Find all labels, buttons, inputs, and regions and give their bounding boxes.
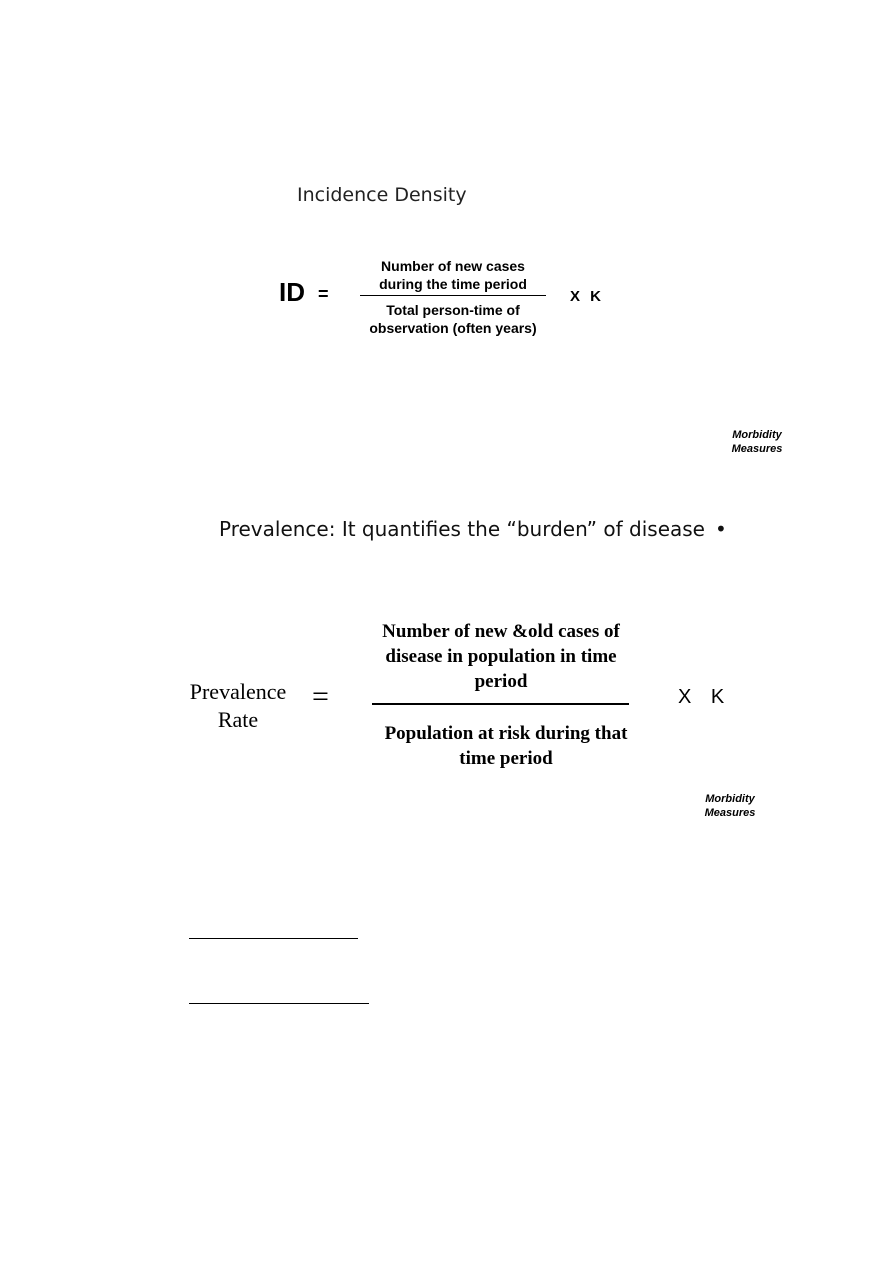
blank-line <box>189 1003 369 1004</box>
morbidity-measures-label: Morbidity Measures <box>731 429 783 455</box>
prevalence-heading-text: Prevalence: It quantifies the “burden” of disease <box>219 517 705 541</box>
id-numerator: Number of new cases during the time period <box>379 258 527 292</box>
prevalence-denominator: Population at risk during that time period <box>384 723 628 769</box>
id-equals-sign: = <box>318 284 329 304</box>
prevalence-heading <box>219 517 727 541</box>
bullet-icon: • <box>714 517 727 541</box>
prevalence-equals-sign: = <box>312 680 329 713</box>
prevalence-fraction-bar <box>372 703 629 705</box>
id-multiplier: X K <box>570 288 602 305</box>
prevalence-formula-lhs: Prevalence Rate <box>189 679 287 732</box>
prevalence-multiplier: X K <box>678 686 725 708</box>
id-denominator: Total person-time of observation (often years) <box>369 302 537 336</box>
id-fraction-bar <box>360 295 546 296</box>
prevalence-numerator: Number of new &old cases of disease in population in time period <box>382 621 620 692</box>
id-formula-lhs: ID <box>279 277 305 307</box>
blank-line <box>189 938 358 939</box>
morbidity-measures-label: Morbidity Measures <box>704 793 756 819</box>
incidence-density-heading: Incidence Density <box>297 184 467 206</box>
